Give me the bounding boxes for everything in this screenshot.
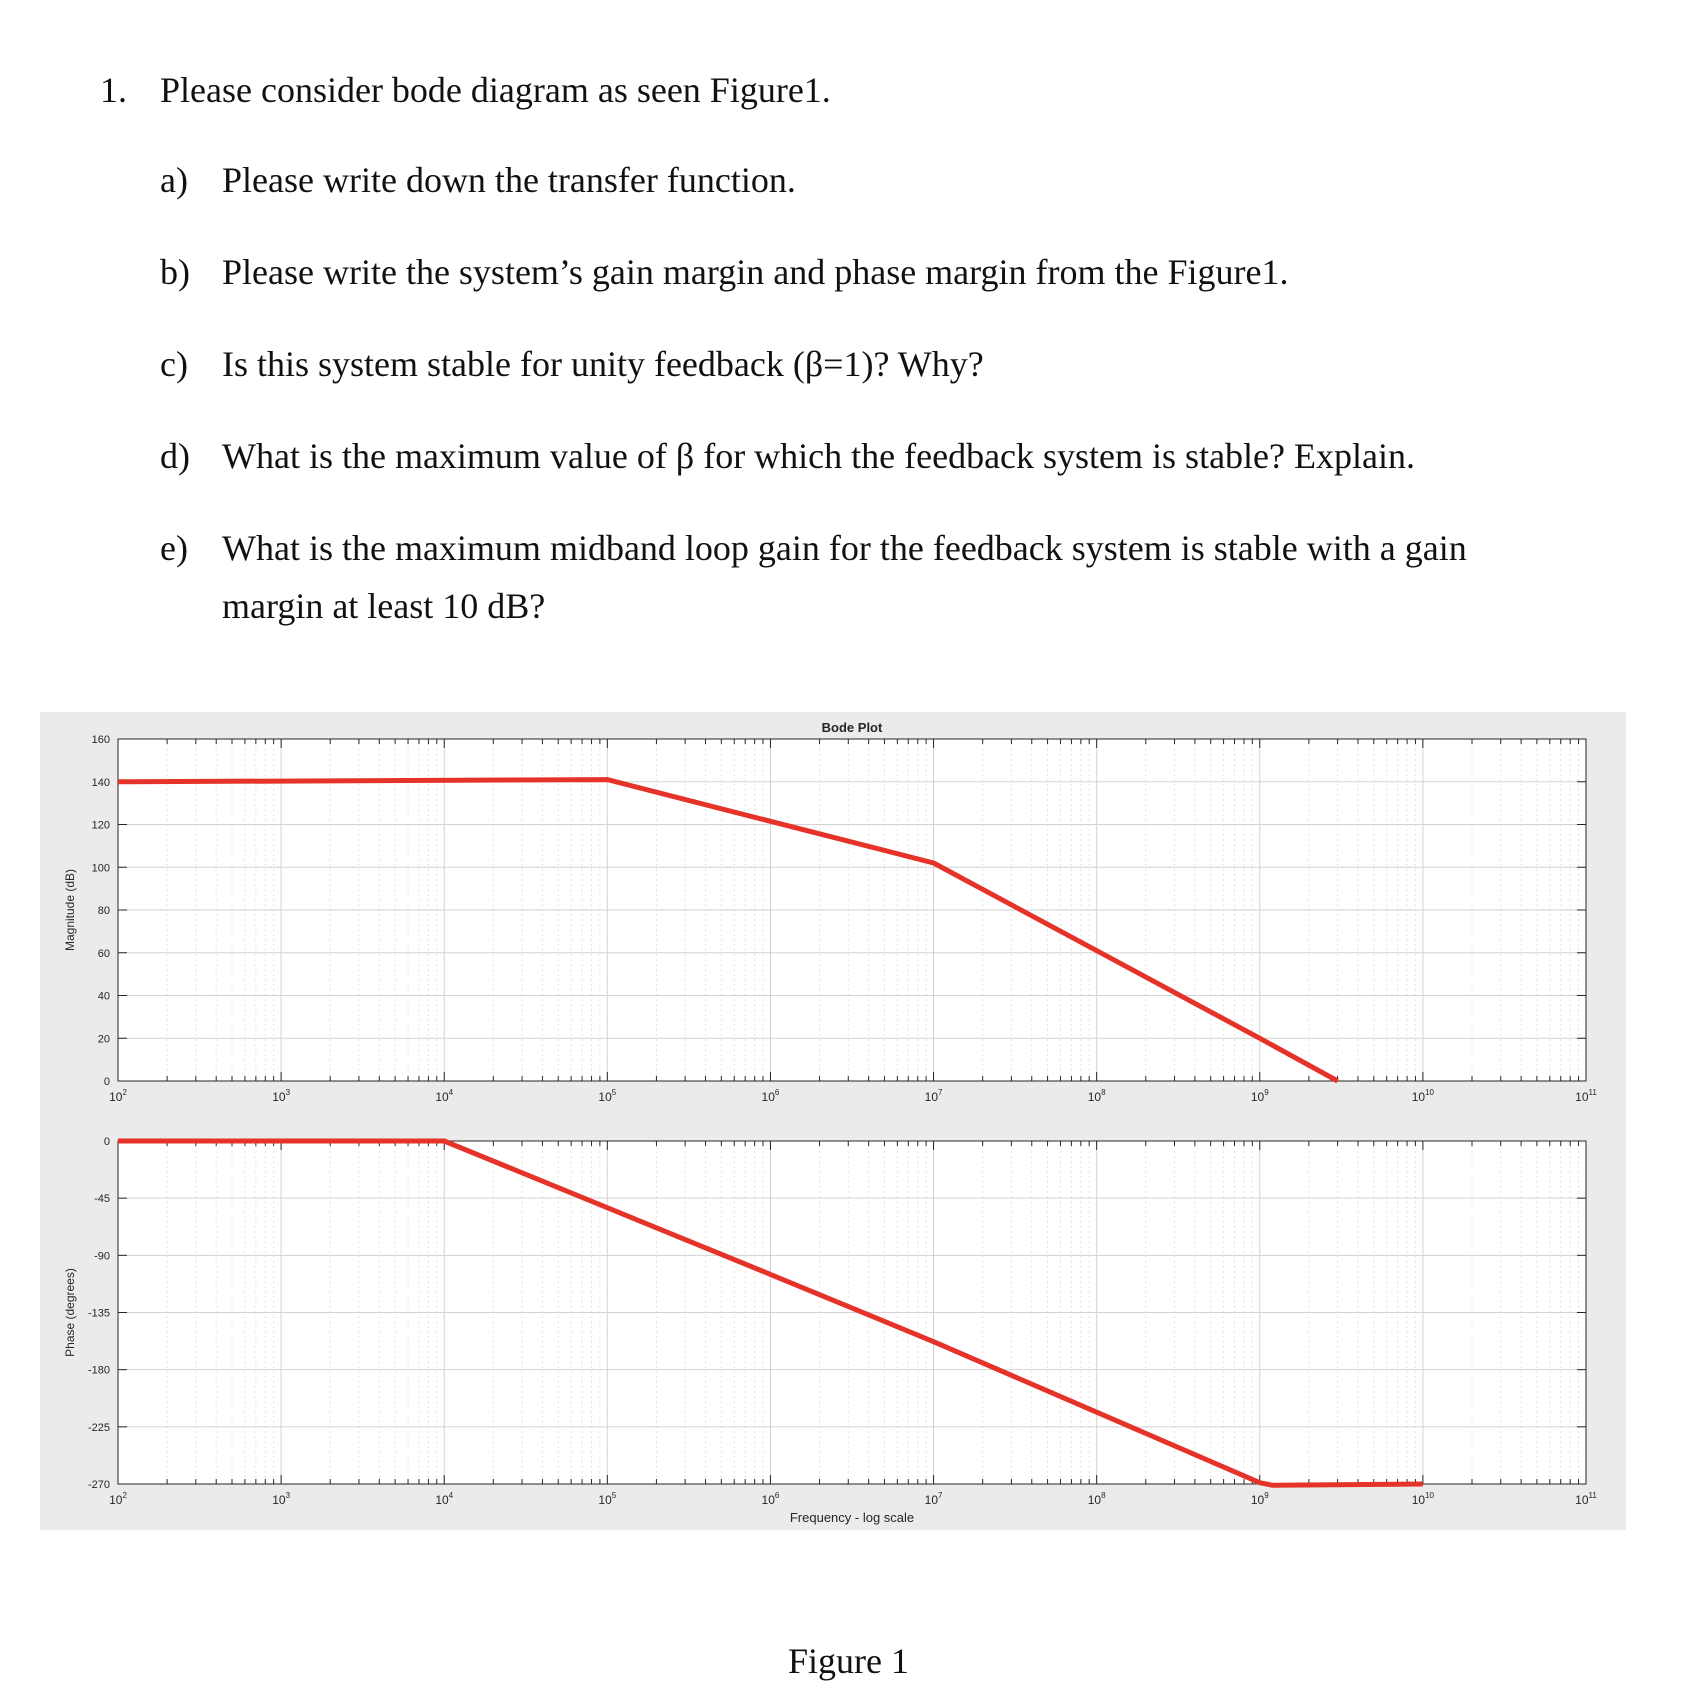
bode-plot-svg — [40, 712, 1626, 1530]
phase-xtick-label: $10^{11}$ — [1575, 1491, 1597, 1507]
phase-ytick-label: -135 — [87, 1307, 110, 1320]
phase-ytick-label: -180 — [87, 1364, 110, 1377]
part-letter: a) — [160, 160, 188, 200]
part-text: What is the maximum midband loop gain for the feedback system is stable with a gain — [222, 528, 1467, 568]
phase-xtick-label: $10^6$ — [761, 1491, 780, 1507]
magnitude-ytick-label: 0 — [103, 1076, 110, 1088]
magnitude-ytick-label: 140 — [91, 776, 110, 789]
phase-xtick-label: $10^3$ — [272, 1491, 291, 1507]
question-number-label: 1. — [100, 70, 127, 110]
magnitude-xtick-label: $10^9$ — [1250, 1088, 1269, 1104]
phase-xtick-label: $10^5$ — [598, 1491, 617, 1507]
figure-caption: Figure 1 — [788, 1641, 909, 1681]
part-letter: c) — [160, 344, 188, 384]
part-text: What is the maximum value of β for which the feedback system is stable? Explain. — [222, 436, 1415, 476]
magnitude-xtick-label: $10^8$ — [1087, 1088, 1106, 1104]
part-text: Is this system stable for unity feedback (β=1)? Why? — [222, 344, 984, 384]
part-letter: b) — [160, 252, 190, 292]
part-letter: e) — [160, 528, 188, 568]
phase-xtick-label: $10^7$ — [924, 1491, 943, 1507]
part-text: Please write down the transfer function. — [222, 160, 796, 200]
phase-xtick-label: $10^9$ — [1250, 1491, 1269, 1507]
phase-ytick-label: 0 — [103, 1136, 110, 1148]
phase-ytick-label: -45 — [94, 1193, 110, 1206]
magnitude-ytick-label: 100 — [91, 862, 110, 875]
magnitude-xtick-label: $10^7$ — [924, 1088, 943, 1104]
phase-axes — [88, 1136, 1597, 1507]
phase-xtick-label: $10^{10}$ — [1411, 1491, 1435, 1507]
phase-xtick-label: $10^2$ — [109, 1491, 127, 1507]
part-letter: d) — [160, 436, 190, 476]
phase-ytick-label: -270 — [87, 1479, 110, 1491]
magnitude-ytick-label: 120 — [91, 819, 110, 832]
chart-title: Bode Plot — [821, 720, 883, 735]
magnitude-ylabel: Magnitude (dB) — [63, 868, 77, 952]
magnitude-xtick-label: $10^{10}$ — [1411, 1088, 1435, 1104]
magnitude-xtick-label: $10^{11}$ — [1575, 1088, 1597, 1104]
magnitude-ytick-label: 20 — [97, 1033, 110, 1046]
magnitude-axes — [92, 734, 1598, 1104]
question-intro: Please consider bode diagram as seen Figure1. — [160, 70, 831, 110]
phase-ytick-label: -90 — [94, 1250, 110, 1263]
part-text: Please write the system’s gain margin and phase margin from the Figure1. — [222, 252, 1289, 292]
phase-ytick-label: -225 — [87, 1421, 110, 1434]
frequency-xlabel: Frequency - log scale — [789, 1510, 915, 1525]
part-text-continued: margin at least 10 dB? — [222, 586, 546, 626]
magnitude-xtick-label: $10^2$ — [109, 1088, 127, 1104]
bode-figure — [40, 712, 1626, 1530]
magnitude-ytick-label: 80 — [97, 905, 110, 917]
magnitude-xtick-label: $10^5$ — [598, 1088, 617, 1104]
magnitude-xtick-label: $10^3$ — [272, 1088, 291, 1104]
phase-xtick-label: $10^8$ — [1087, 1491, 1106, 1507]
magnitude-xtick-label: $10^6$ — [761, 1088, 780, 1104]
magnitude-ytick-label: 160 — [91, 734, 110, 746]
phase-ylabel: Phase (degrees) — [63, 1268, 77, 1357]
magnitude-ytick-label: 40 — [97, 990, 110, 1003]
magnitude-xtick-label: $10^4$ — [435, 1088, 454, 1104]
magnitude-ytick-label: 60 — [97, 947, 110, 960]
phase-xtick-label: $10^4$ — [435, 1491, 454, 1507]
